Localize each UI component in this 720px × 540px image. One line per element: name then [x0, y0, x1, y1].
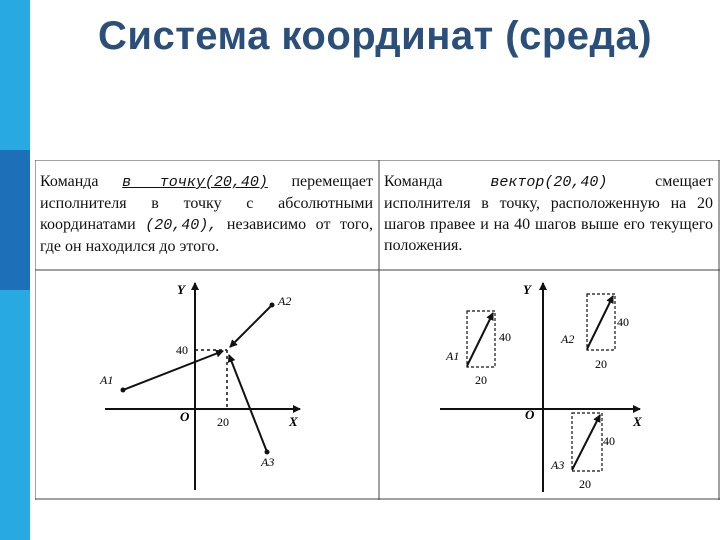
left-point-a2: [270, 303, 275, 308]
right-box-a3-dy: 40: [603, 434, 615, 448]
left-label-a3: A3: [261, 455, 275, 469]
right-vector-a3: [572, 415, 600, 470]
left-tick-x-label: 20: [217, 415, 229, 429]
left-x-label: X: [289, 414, 298, 429]
left-point-a1: [121, 388, 126, 393]
right-y-label: Y: [523, 282, 531, 297]
right-command-body: смещает исполнителя в точку, расположенную на 20 шагов правее и на 40 шагов выше его текущего положения.: [384, 173, 713, 254]
left-tick-y-label: 40: [176, 343, 188, 357]
right-origin-label: O: [525, 407, 535, 422]
right-command-prefix: Команда: [384, 173, 443, 190]
left-label-a1: A1: [100, 373, 114, 387]
left-arrow-from-a1: [123, 351, 223, 390]
right-box-a1-point: A1: [446, 349, 460, 363]
left-arrow-from-a2: [230, 305, 272, 347]
right-vector-a2: [587, 296, 613, 349]
right-command-code: вектор(20,40): [490, 174, 608, 191]
right-vector-a1: [467, 313, 493, 366]
left-y-label: Y: [177, 282, 185, 297]
left-coordinate-diagram: [99, 282, 300, 490]
left-command-description: [40, 171, 373, 257]
left-command-prefix: Команда: [40, 173, 99, 190]
left-command-body: перемещает исполнителя в точку с абсолютными координатами: [40, 173, 373, 233]
right-box-a2-point: A2: [561, 332, 575, 346]
left-arrow-from-a3: [229, 355, 267, 452]
left-origin-label: O: [180, 409, 190, 424]
left-command-coords: (20,40),: [145, 217, 218, 234]
left-command-code: в точку(20,40): [122, 174, 268, 191]
slide-title: Система координат (среда): [97, 14, 653, 58]
right-box-a3-dx: 20: [579, 477, 591, 491]
left-point-a3: [265, 450, 270, 455]
side-accent-block: [0, 150, 30, 290]
left-label-a2: A2: [278, 294, 292, 308]
right-coordinate-diagram: [440, 282, 642, 492]
right-box-a1-dx: 20: [475, 373, 487, 387]
right-box-a2-dx: 20: [595, 357, 607, 371]
right-box-a3-point: A3: [551, 458, 565, 472]
right-command-description: [384, 171, 713, 256]
left-command-tail: независимо от того, где он находился до этого.: [40, 216, 373, 255]
right-box-a1-dy: 40: [499, 330, 511, 344]
right-x-label: X: [633, 414, 642, 429]
right-box-a2-dy: 40: [617, 315, 629, 329]
